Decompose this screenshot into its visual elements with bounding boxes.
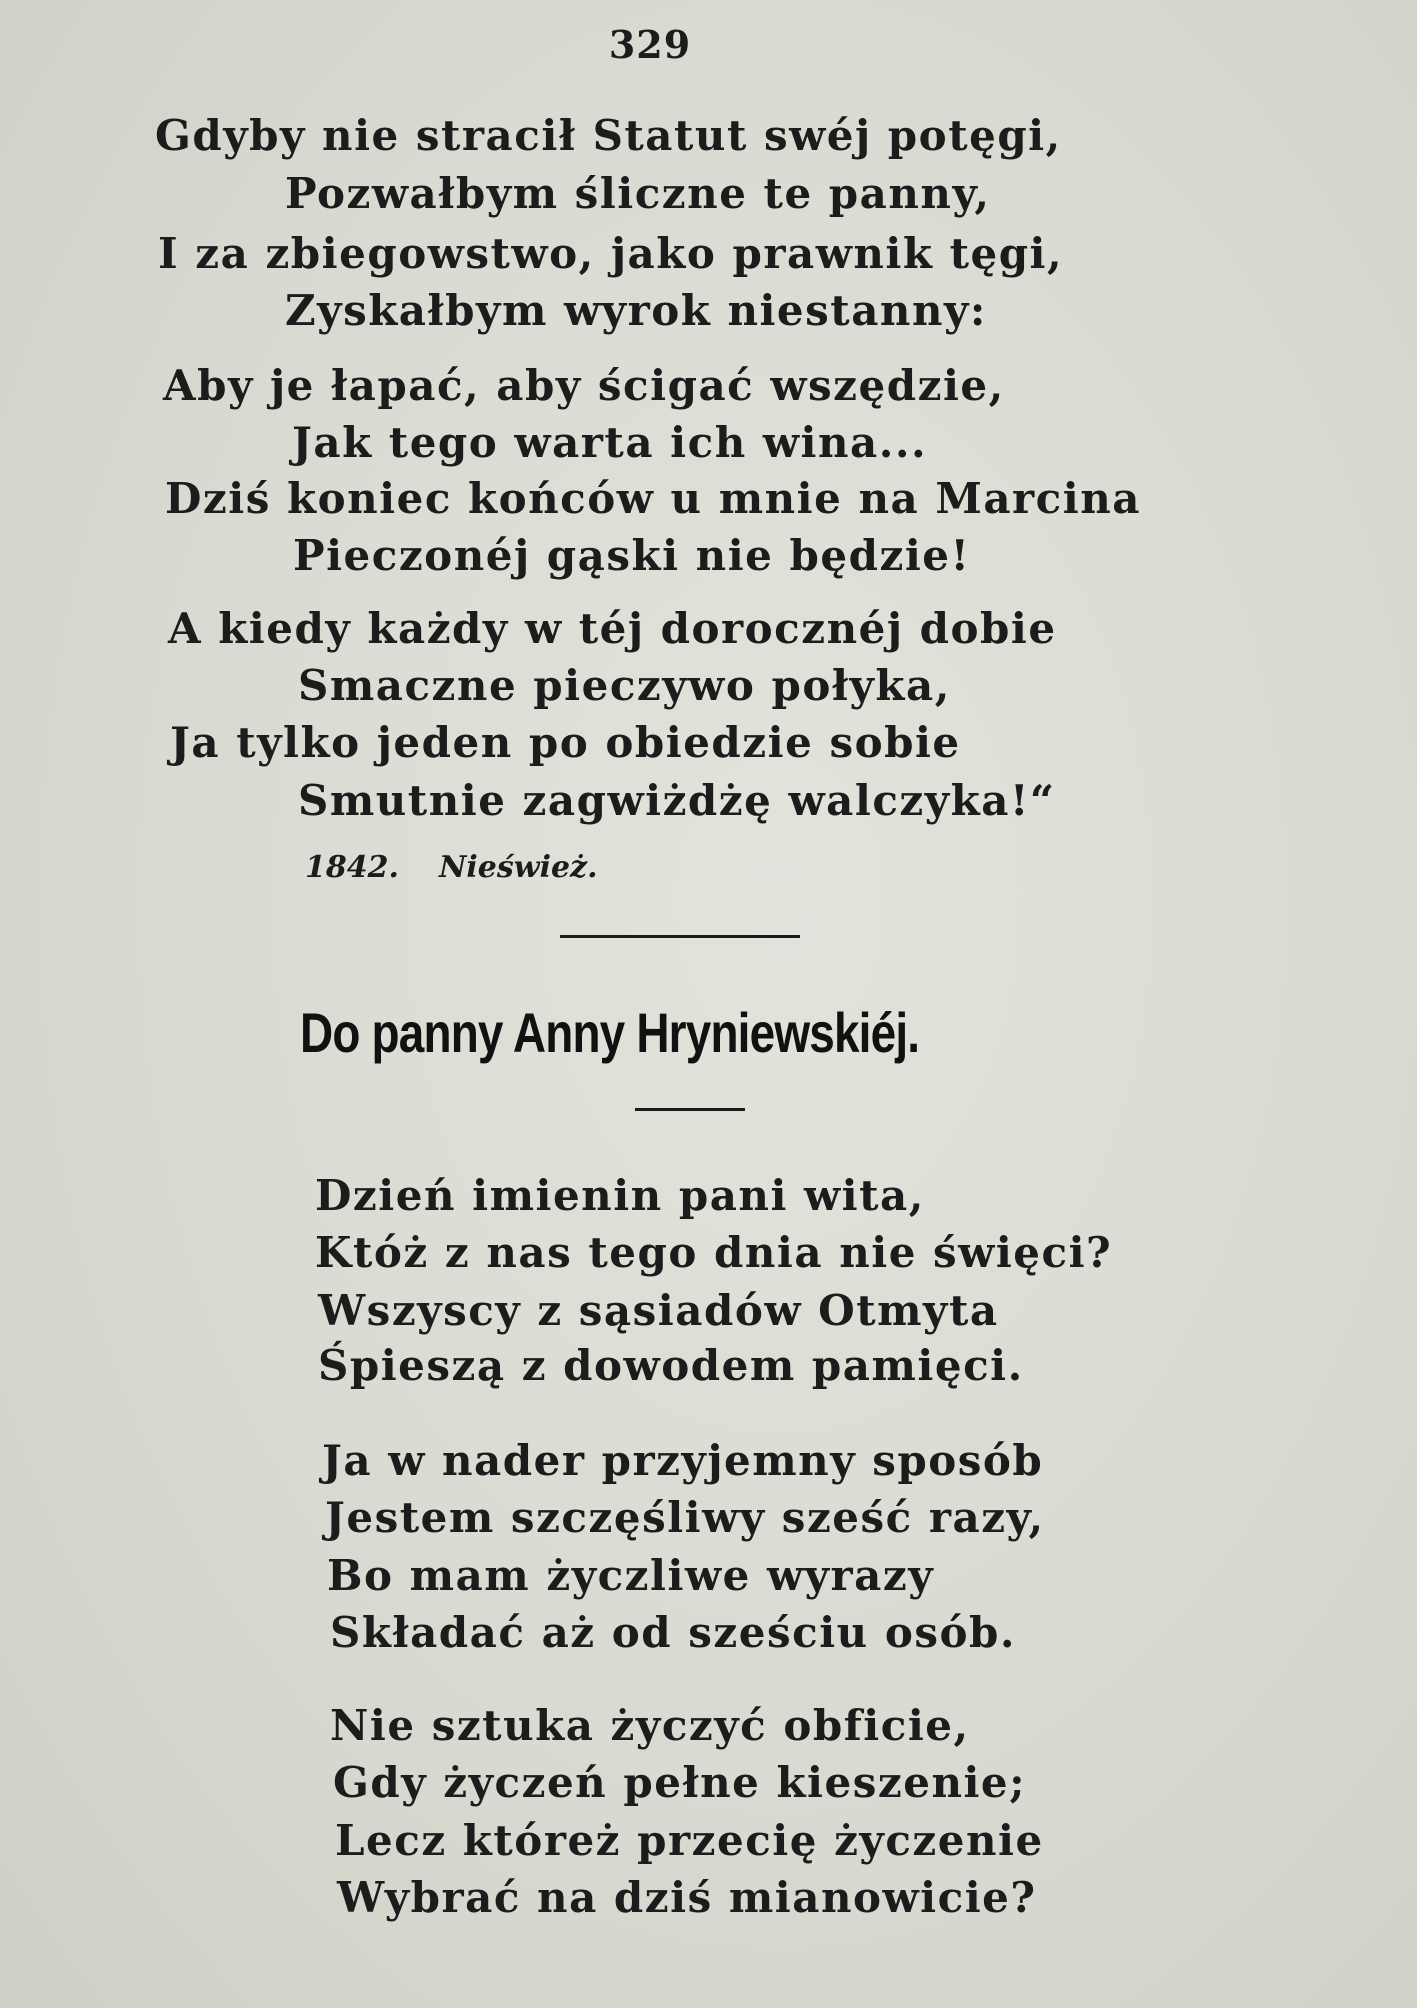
poem-line: Lecz któreż przecię życzenie: [335, 1816, 1044, 1865]
poem-line: Któż z nas tego dnia nie święci?: [315, 1228, 1113, 1277]
poem-line: Składać aż od sześciu osób.: [330, 1608, 1016, 1657]
poem-line: Gdyby nie stracił Statut swéj potęgi,: [155, 111, 1062, 160]
poem-line: Bo mam życzliwe wyrazy: [327, 1551, 935, 1600]
poem-line: Ja tylko jeden po obiedzie sobie: [170, 718, 961, 767]
poem-line: Smaczne pieczywo połyka,: [298, 661, 951, 710]
poem-line: Pieczonéj gąski nie będzie!: [293, 531, 971, 580]
poem-line: A kiedy każdy w téj dorocznéj dobie: [168, 604, 1057, 653]
poem-line: Jak tego warta ich wina...: [292, 418, 928, 467]
poem-line: Nie sztuka życzyć obficie,: [330, 1701, 970, 1750]
title-divider: [635, 1108, 745, 1111]
poem-place: Nieśwież.: [438, 850, 598, 885]
poem-line: Dziś koniec końców u mnie na Marcina: [165, 474, 1141, 523]
poem-title: Do panny Anny Hryniewskiéj.: [300, 1001, 920, 1064]
poem-line: Gdy życzeń pełne kieszenie;: [333, 1758, 1027, 1807]
poem-line: Śpieszą z dowodem pamięci.: [318, 1341, 1024, 1390]
date-place-signature: [305, 850, 638, 885]
page-number: 329: [608, 22, 692, 67]
poem-line: Dzień imienin pani wita,: [315, 1171, 925, 1220]
poem-line: Pozwałbym śliczne te panny,: [285, 169, 991, 218]
poem-line: Wybrać na dziś mianowicie?: [337, 1873, 1037, 1922]
poem-line: I za zbiegowstwo, jako prawnik tęgi,: [158, 229, 1064, 278]
poem-line: Wszyscy z sąsiadów Otmyta: [318, 1286, 999, 1335]
poem-line: Aby je łapać, aby ścigać wszędzie,: [163, 361, 1005, 410]
poem-line: Zyskałbym wyrok niestanny:: [285, 286, 987, 335]
section-divider: [560, 935, 800, 938]
poem-year: 1842.: [305, 850, 399, 885]
poem-line: Jestem szczęśliwy sześć razy,: [325, 1493, 1045, 1542]
poem-line: Smutnie zagwiżdżę walczyka!“: [298, 776, 1056, 825]
poem-line: Ja w nader przyjemny sposób: [322, 1436, 1044, 1485]
